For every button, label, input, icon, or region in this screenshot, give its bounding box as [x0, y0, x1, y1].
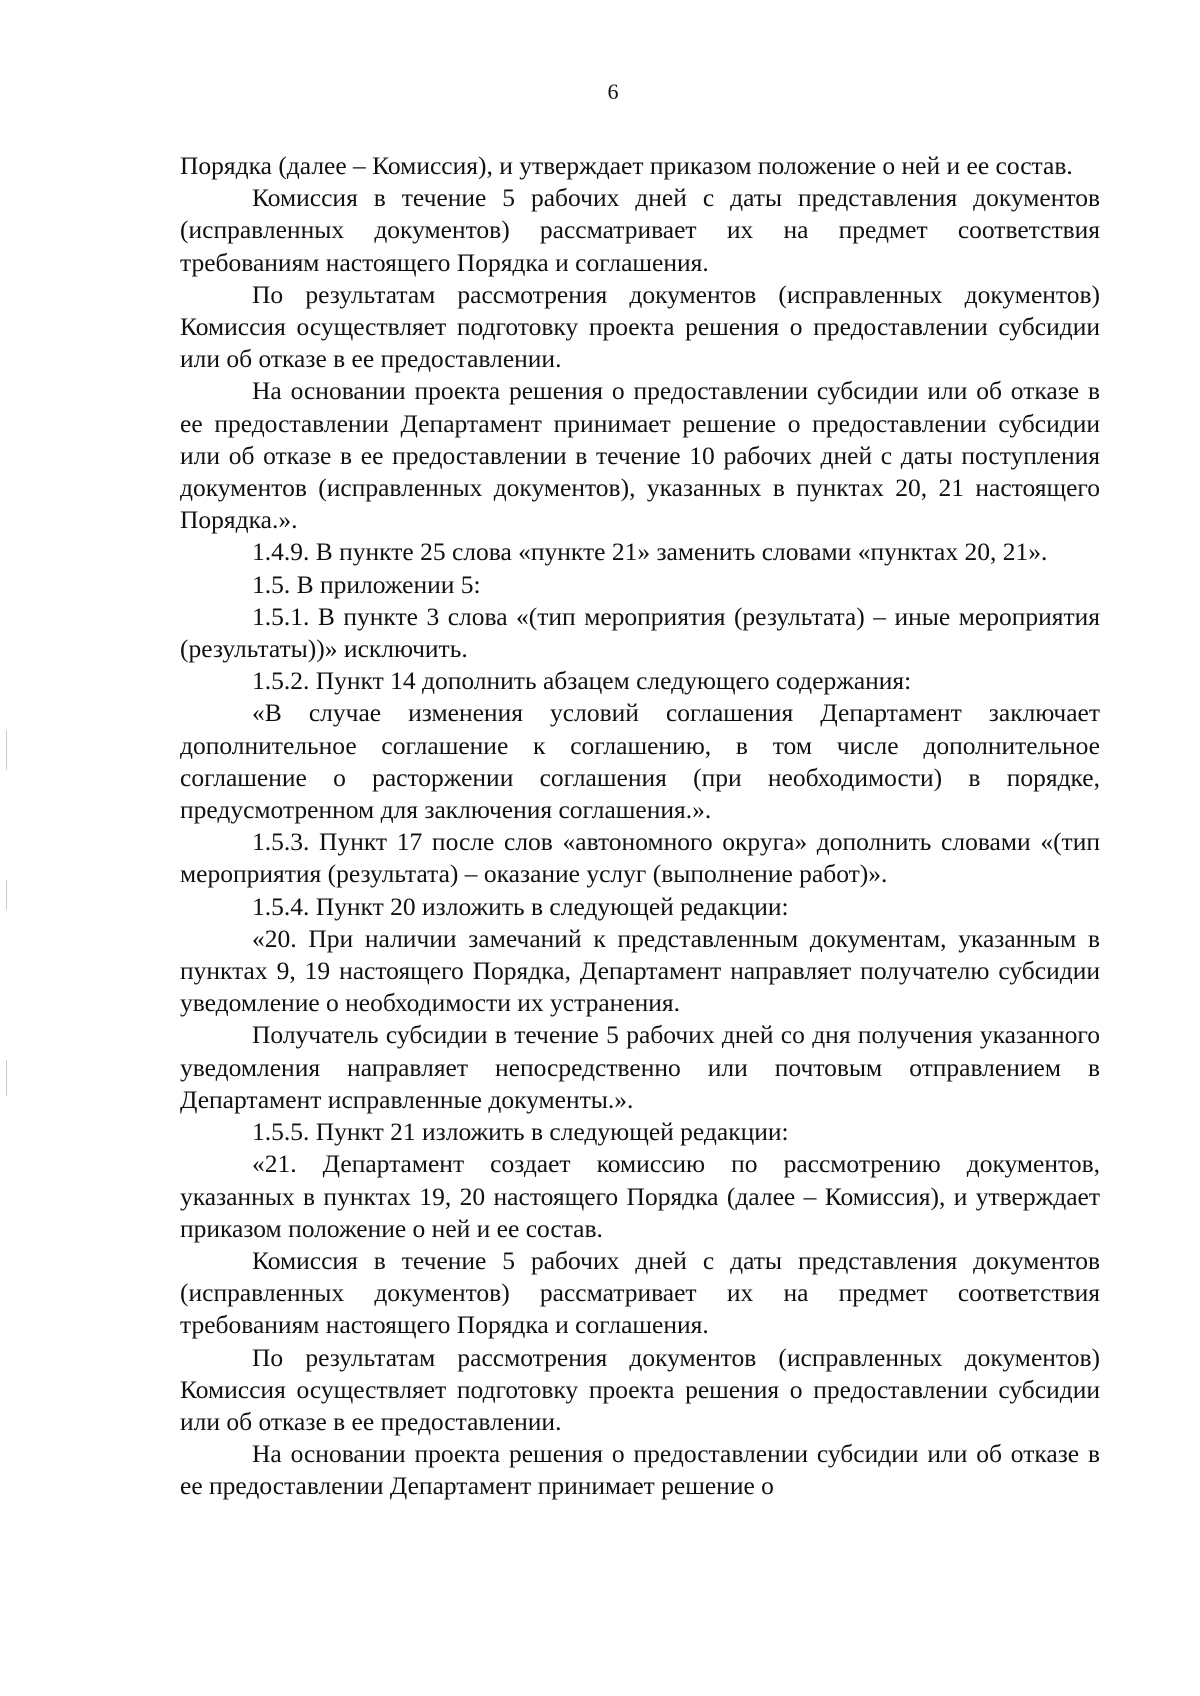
paragraph: Комиссия в течение 5 рабочих дней с даты представления документов (исправленных документов) рассматривает их на предмет соответствия требованиям настоящего Порядка и соглашения. [180, 183, 1100, 277]
paragraph: «В случае изменения условий соглашения Департамент заключает дополнительное соглашение к соглашению, в том числе дополнительное соглашение о расторжении соглашения (при необходимости) в порядке, предусмотренном для заключения соглашения.». [180, 698, 1100, 825]
paragraph: Получатель субсидии в течение 5 рабочих дней со дня получения указанного уведомления направляет непосредственно или почтовым отправлением в Департамент исправленные документы.». [180, 1020, 1100, 1114]
paragraph: На основании проекта решения о предоставлении субсидии или об отказе в ее предоставлении Департамент принимает решение о предоставлении субсидии или об отказе в ее предоставлении в течение 10 рабочих дней с даты поступления документов (исправленных документов), указанных в пунктах 20, 21 настоящего Порядка.». [180, 376, 1100, 535]
scan-artifact [6, 880, 7, 910]
paragraph: 1.4.9. В пункте 25 слова «пункте 21» заменить словами «пунктах 20, 21». [252, 537, 1048, 567]
paragraph: Комиссия в течение 5 рабочих дней с даты представления документов (исправленных документов) рассматривает их на предмет соответствия требованиям настоящего Порядка и соглашения. [180, 1245, 1100, 1340]
paragraph: 1.5.3. Пункт 17 после слов «автономного округа» дополнить словами «(тип мероприятия (результата) – оказание услуг (выполнение работ)». [180, 827, 1100, 889]
page-number: 6 [607, 79, 619, 104]
paragraph: Порядка (далее – Комиссия), и утверждает приказом положение о ней и ее состав. [180, 151, 1073, 180]
paragraph: «20. При наличии замечаний к представленным документам, указанным в пунктах 9, 19 настоящего Порядка, Департамент направляет получателю субсидии уведомление о необходимости их устранения. [180, 923, 1100, 1018]
paragraph: 1.5.5. Пункт 21 изложить в следующей редакции: [252, 1117, 789, 1147]
paragraph: По результатам рассмотрения документов (исправленных документов) Комиссия осуществляет подготовку проекта решения о предоставлении субсидии или об отказе в ее предоставлении. [180, 1342, 1100, 1436]
scan-artifact [6, 1060, 7, 1096]
paragraph: 1.5.2. Пункт 14 дополнить абзацем следующего содержания: [252, 666, 912, 696]
paragraph: 1.5. В приложении 5: [252, 569, 481, 599]
paragraph: По результатам рассмотрения документов (исправленных документов) Комиссия осуществляет подготовку проекта решения о предоставлении субсидии или об отказе в ее предоставлении. [180, 279, 1100, 374]
paragraph: «21. Департамент создает комиссию по рассмотрению документов, указанных в пунктах 19, 20 настоящего Порядка (далее – Комиссия), и утверждает приказом положение о ней и ее состав. [180, 1149, 1100, 1243]
paragraph: 1.5.4. Пункт 20 изложить в следующей редакции: [252, 891, 789, 921]
paragraph: На основании проекта решения о предоставлении субсидии или об отказе в ее предоставлении Департамент принимает решение о [180, 1439, 1100, 1501]
document-body [180, 150, 1100, 1503]
scan-artifact [6, 730, 7, 770]
paragraph: 1.5.1. В пункте 3 слова «(тип мероприятия (результата) – иные мероприятия (результаты))» исключить. [180, 601, 1100, 664]
